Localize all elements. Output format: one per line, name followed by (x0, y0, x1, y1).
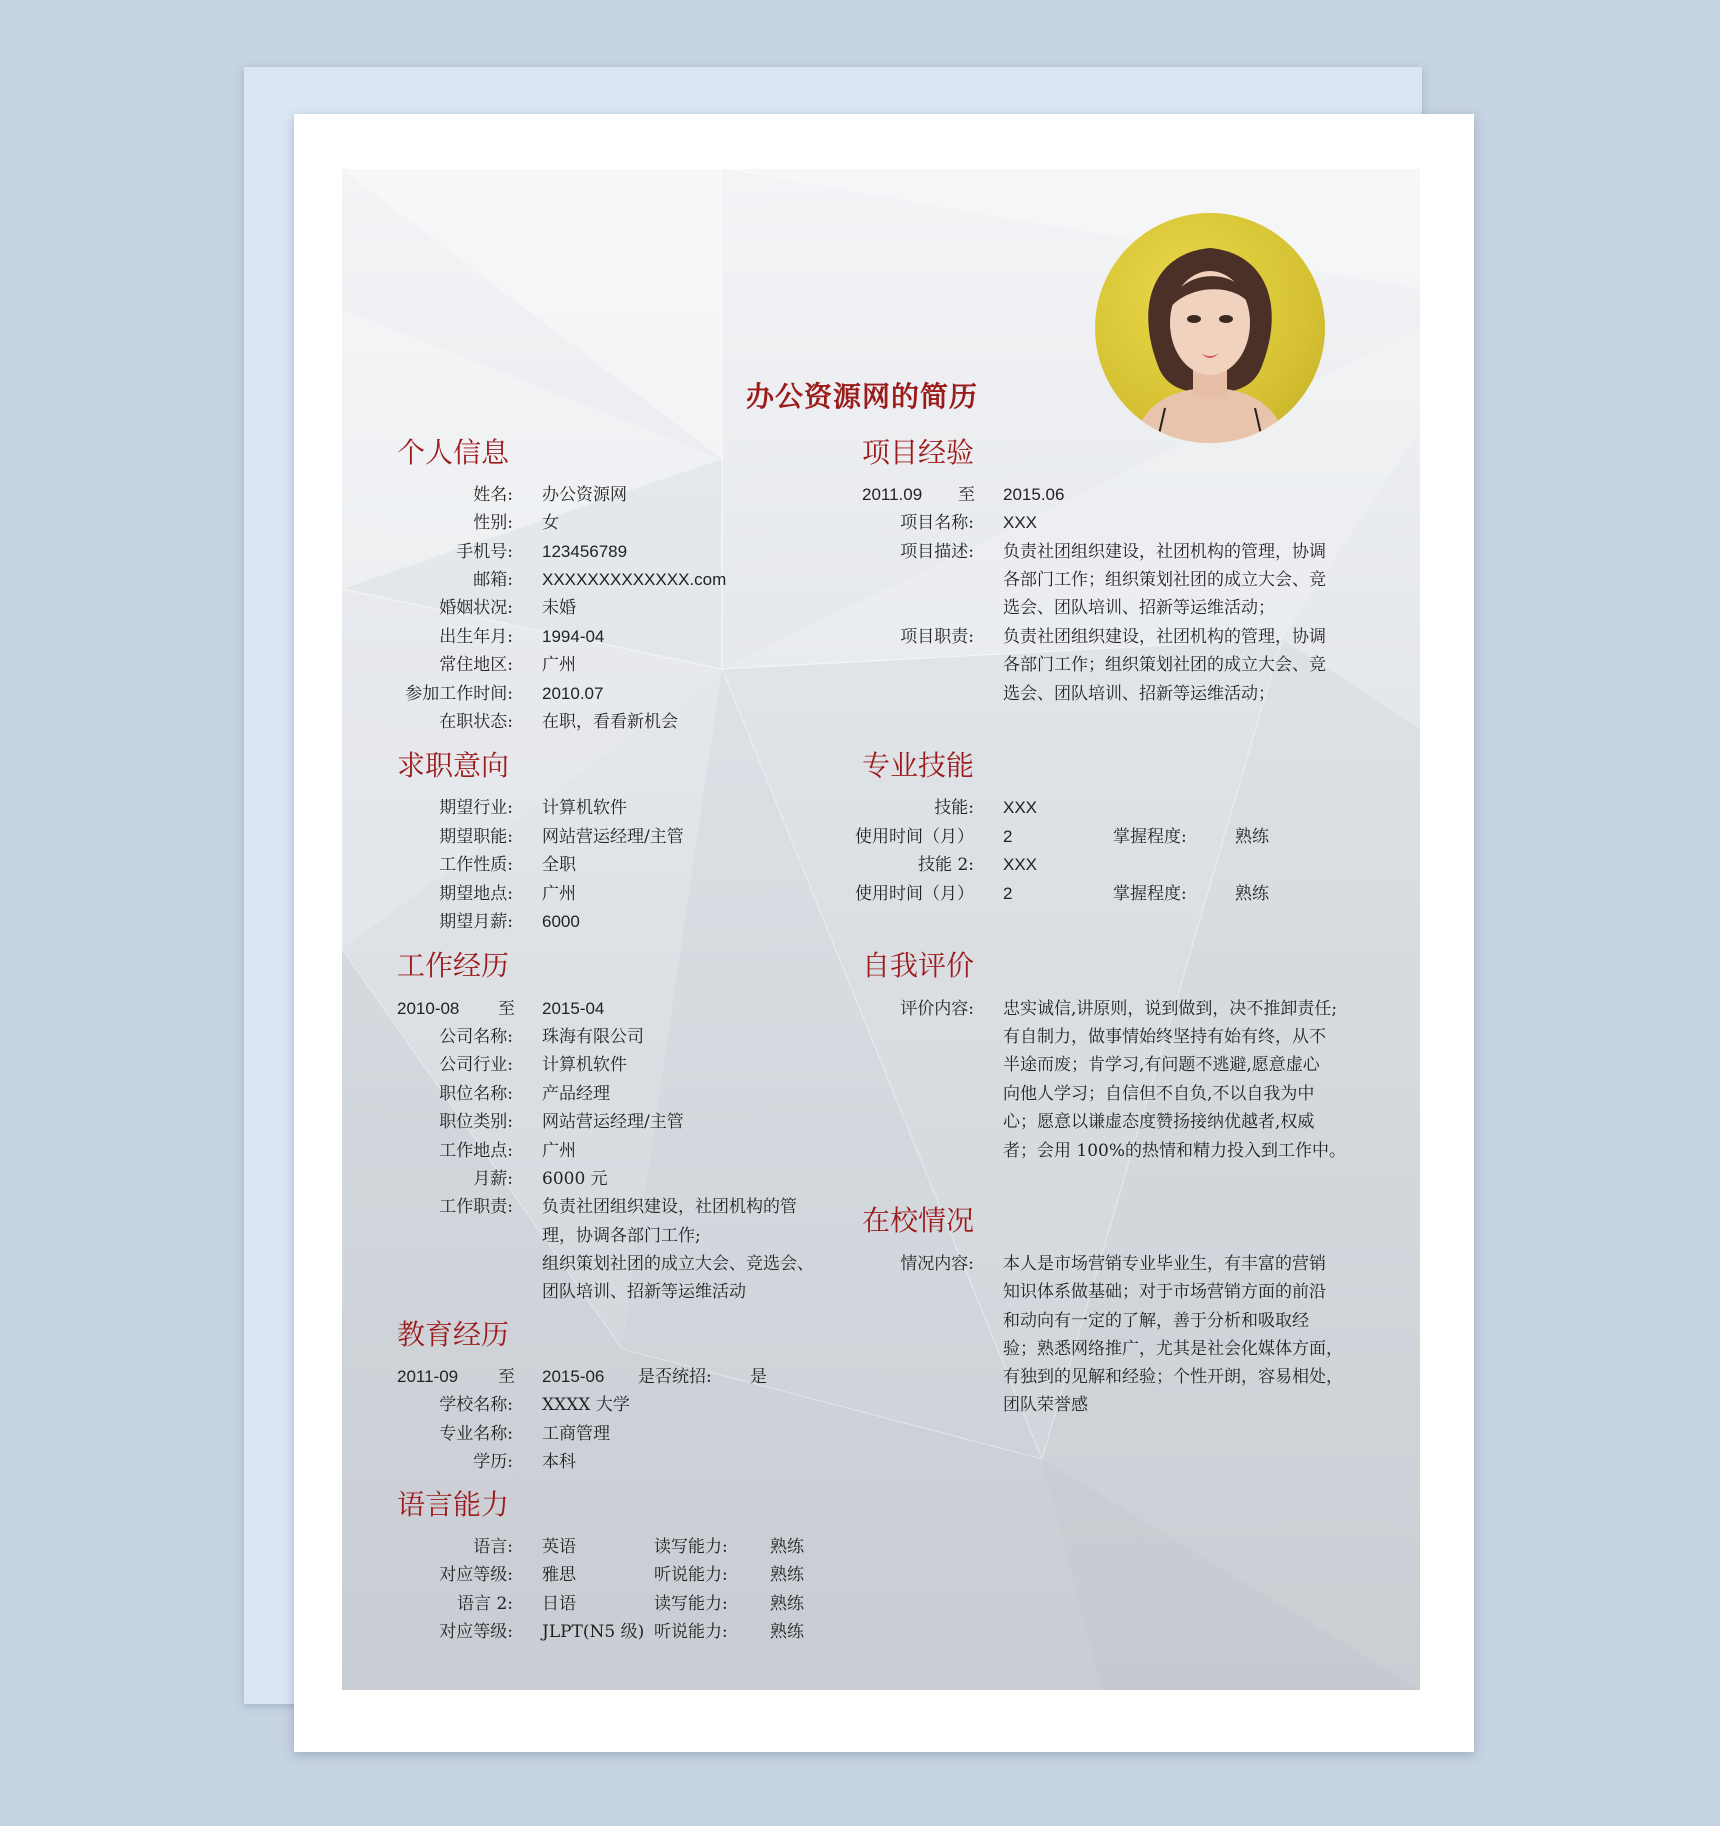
school-line: 验；熟悉网络推广，尤其是社会化媒体方面， (1003, 1339, 1343, 1359)
personal-value: 2010.07 (542, 684, 604, 703)
education-unified-label: 是否统招: (638, 1367, 712, 1387)
self-evaluation-line: 向他人学习；自信但不自负,不以自我为中 (1003, 1084, 1315, 1104)
work-value: 网站营运经理/主管 (542, 1112, 684, 1132)
personal-label: 常住地区: (439, 655, 513, 675)
school-line: 和动向有一定的了解，善于分析和吸取经 (1003, 1311, 1309, 1331)
personal-label: 邮箱: (473, 570, 513, 590)
language-ability-label: 读写能力: (654, 1594, 728, 1614)
language-ability-label: 听说能力: (654, 1622, 728, 1642)
language-ability-label: 读写能力: (654, 1537, 728, 1557)
school-heading: 在校情况 (862, 1204, 975, 1237)
project-name-label: 项目名称: (900, 513, 974, 533)
intent-value: 广州 (542, 884, 576, 904)
skill-value: XXX (1003, 855, 1038, 874)
language-ability-value: 熟练 (770, 1565, 804, 1585)
language-ability-label: 听说能力: (654, 1565, 728, 1585)
job-intent-heading: 求职意向 (397, 749, 510, 782)
education-value: 本科 (542, 1452, 576, 1472)
work-value: 广州 (542, 1141, 576, 1161)
work-value: 产品经理 (542, 1084, 610, 1104)
language-ability-value: 熟练 (770, 1594, 804, 1614)
skill-duration-value: 2 (1003, 884, 1013, 903)
education-to-separator: 至 (498, 1367, 515, 1387)
project-duty-line: 各部门工作；组织策划社团的成立大会、竞 (1003, 655, 1326, 675)
work-duty-line: 负责社团组织建设，社团机构的管 (542, 1197, 797, 1217)
self-evaluation-line: 忠实诚信,讲原则，说到做到，决不推卸责任; (1003, 999, 1338, 1019)
work-label: 月薪: (473, 1169, 513, 1189)
work-label: 公司名称: (439, 1027, 513, 1047)
project-duty-line: 选会、团队培训、招新等运维活动； (1003, 684, 1275, 704)
skill-level-value: 熟练 (1235, 827, 1269, 847)
work-label: 职位名称: (439, 1084, 513, 1104)
self-evaluation-line: 半途而废；肯学习,有问题不逃避,愿意虚心 (1003, 1055, 1320, 1075)
work-label: 工作地点: (439, 1141, 513, 1161)
skills-heading: 专业技能 (862, 749, 975, 782)
language-ability-value: 熟练 (770, 1622, 804, 1642)
project-heading: 项目经验 (862, 436, 975, 469)
personal-value: 在职，看看新机会 (542, 712, 678, 732)
project-start-date: 2011.09 (862, 485, 923, 504)
education-value: XXXX 大学 (542, 1395, 630, 1415)
language-value: 雅思 (542, 1565, 576, 1585)
skill-level-label: 掌握程度: (1113, 827, 1187, 847)
personal-info-heading: 个人信息 (397, 436, 510, 469)
personal-value: 女 (542, 513, 559, 533)
project-desc-line: 各部门工作；组织策划社团的成立大会、竞 (1003, 570, 1326, 590)
skill-value: XXX (1003, 798, 1038, 817)
self-evaluation-line: 有自制力，做事情始终坚持有始有终，从不 (1003, 1027, 1326, 1047)
skill-label: 技能 2: (918, 855, 974, 875)
work-to-separator: 至 (498, 999, 515, 1019)
education-label: 专业名称: (439, 1424, 513, 1444)
skill-level-label: 掌握程度: (1113, 884, 1187, 904)
project-to-separator: 至 (958, 485, 975, 505)
language-label: 对应等级: (439, 1622, 513, 1642)
work-duty-line: 理，协调各部门工作; (542, 1226, 701, 1246)
skill-label: 技能: (934, 798, 974, 818)
document-title: 办公资源网的简历 (746, 380, 979, 413)
school-line: 知识体系做基础；对于市场营销方面的前沿 (1003, 1282, 1326, 1302)
school-line: 有独到的见解和经验；个性开朗，容易相处， (1003, 1367, 1343, 1387)
project-desc-line: 选会、团队培训、招新等运维活动； (1003, 598, 1275, 618)
work-value: 珠海有限公司 (542, 1027, 644, 1047)
work-start-date: 2010-08 (397, 999, 460, 1018)
resume-document (342, 169, 1420, 1690)
personal-value: 1994-04 (542, 627, 605, 646)
intent-label: 期望行业: (439, 798, 513, 818)
skill-duration-value: 2 (1003, 827, 1013, 846)
education-end-date: 2015-06 (542, 1367, 605, 1386)
work-duty-label: 工作职责: (439, 1197, 513, 1217)
project-desc-label: 项目描述: (900, 542, 974, 562)
project-end-date: 2015.06 (1003, 485, 1065, 504)
personal-label: 参加工作时间: (405, 684, 513, 704)
school-line: 团队荣誉感 (1003, 1395, 1088, 1415)
language-heading: 语言能力 (397, 1488, 510, 1521)
education-heading: 教育经历 (397, 1318, 510, 1351)
work-history-heading: 工作经历 (397, 949, 510, 982)
intent-value: 网站营运经理/主管 (542, 827, 684, 847)
intent-label: 期望地点: (439, 884, 513, 904)
education-value: 工商管理 (542, 1424, 610, 1444)
work-label: 公司行业: (439, 1055, 513, 1075)
project-duty-line: 负责社团组织建设，社团机构的管理，协调 (1003, 627, 1326, 647)
work-duty-line: 组织策划社团的成立大会、竞选会、 (542, 1254, 814, 1274)
education-label: 学历: (473, 1452, 513, 1472)
project-duty-label: 项目职责: (900, 627, 974, 647)
skill-duration-label: 使用时间（月） (855, 827, 974, 847)
intent-value: 6000 (542, 912, 580, 931)
language-label: 语言: (473, 1537, 513, 1557)
intent-label: 工作性质: (439, 855, 513, 875)
language-label: 语言 2: (457, 1594, 513, 1614)
project-name-value: XXX (1003, 513, 1038, 532)
personal-label: 婚姻状况: (439, 598, 513, 618)
work-value: 6000 元 (542, 1169, 608, 1189)
school-line: 本人是市场营销专业毕业生，有丰富的营销 (1003, 1254, 1326, 1274)
intent-label: 期望职能: (439, 827, 513, 847)
personal-label: 姓名: (473, 485, 513, 505)
intent-value: 全职 (542, 855, 576, 875)
intent-label: 期望月薪: (439, 912, 513, 932)
personal-value: 办公资源网 (542, 485, 627, 505)
intent-value: 计算机软件 (542, 798, 627, 818)
language-label: 对应等级: (439, 1565, 513, 1585)
work-label: 职位类别: (439, 1112, 513, 1132)
personal-label: 手机号: (456, 542, 513, 562)
self-evaluation-heading: 自我评价 (862, 949, 975, 982)
education-unified-value: 是 (750, 1367, 767, 1387)
work-value: 计算机软件 (542, 1055, 627, 1075)
language-ability-value: 熟练 (770, 1537, 804, 1557)
language-value: JLPT(N5 级) (542, 1622, 645, 1642)
language-value: 日语 (542, 1594, 576, 1614)
personal-value: XXXXXXXXXXXXX.com (542, 570, 727, 589)
work-end-date: 2015-04 (542, 999, 605, 1018)
personal-label: 在职状态: (439, 712, 513, 732)
self-evaluation-label: 评价内容: (900, 999, 974, 1019)
profile-photo (1095, 213, 1325, 443)
project-desc-line: 负责社团组织建设，社团机构的管理，协调 (1003, 542, 1326, 562)
personal-label: 出生年月: (439, 627, 513, 647)
school-label: 情况内容: (900, 1254, 974, 1274)
personal-value: 123456789 (542, 542, 628, 561)
self-evaluation-line: 心；愿意以谦虚态度赞扬接纳优越者,权威 (1003, 1112, 1315, 1132)
personal-value: 未婚 (542, 598, 576, 618)
personal-value: 广州 (542, 655, 576, 675)
self-evaluation-line: 者；会用 100%的热情和精力投入到工作中。 (1003, 1141, 1347, 1161)
skill-level-value: 熟练 (1235, 884, 1269, 904)
education-start-date: 2011-09 (397, 1367, 459, 1386)
work-duty-line: 团队培训、招新等运维活动 (542, 1282, 746, 1302)
skill-duration-label: 使用时间（月） (855, 884, 974, 904)
education-label: 学校名称: (439, 1395, 513, 1415)
personal-label: 性别: (473, 513, 513, 533)
language-value: 英语 (542, 1537, 576, 1557)
